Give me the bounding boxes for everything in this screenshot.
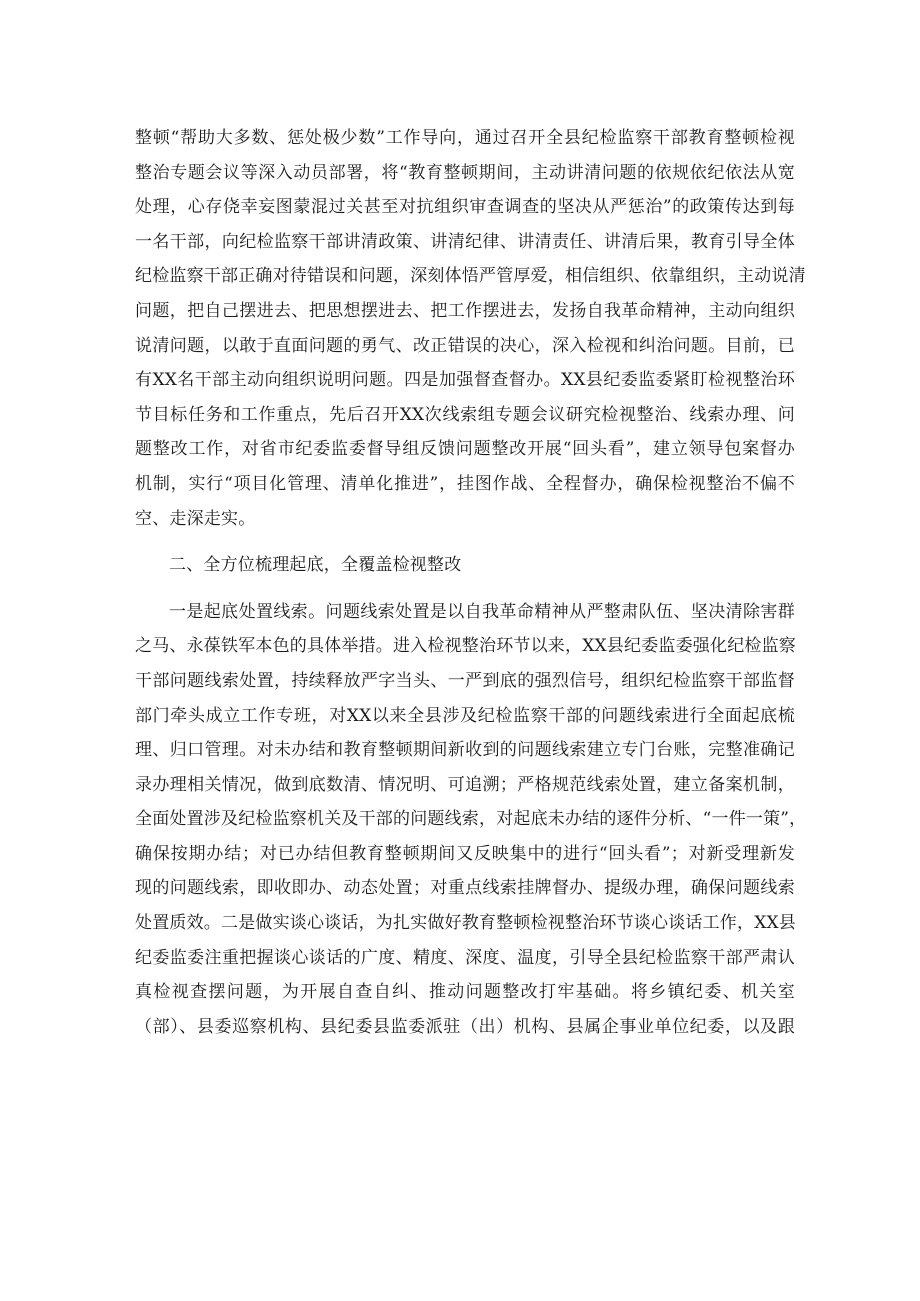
text-line: 一是起底处置线索。问题线索处置是以自我革命精神从严整肃队伍、坚决清除害群 [169,601,795,622]
text-line: 节目标任务和工作重点，先后召开XX次线索组专题会议研究检视整治、线索办理、问 [135,404,795,425]
paragraph-1 [135,121,806,536]
text-line: 有XX名干部主动向组织说明问题。四是加强督查督办。XX县纪委监委紧盯检视整治环 [135,370,795,391]
text-line: 一名干部，向纪检监察干部讲清政策、讲清纪律、讲清责任、讲清后果，教育引导全体 [135,231,795,252]
text-line: 纪检监察干部正确对待错误和问题，深刻体悟严管厚爱，相信组织、依靠组织，主动说清 [135,266,806,287]
text-line: 处置质效。二是做实谈心谈话，为扎实做好教育整顿检视整治环节谈心谈话工作，XX县 [135,913,797,934]
text-line: 说清问题，以敢于直面问题的勇气、改正错误的决心，深入检视和纠治问题。目前，已 [135,335,795,356]
text-line: （部）、县委巡察机构、县纪委县监委派驻（出）机构、县属企事业单位纪委，以及跟 [135,1016,795,1037]
text-line: 确保按期办结；对已办结但教育整顿期间又反映集中的进行“回头看”；对新受理新发 [135,843,795,864]
paragraph-gap [135,583,795,595]
text-line: 干部问题线索处置，持续释放严字当头、一严到底的强烈信号，组织纪检监察干部监督 [135,670,795,691]
document-body [135,121,807,1044]
text-line: 处理，心存侥幸妄图蒙混过关甚至对抗组织审查调查的坚决从严惩治”的政策传达到每 [135,197,795,218]
text-line: 现的问题线索，即收即办、动态处置；对重点线索挂牌督办、提级办理，确保问题线索 [135,878,795,899]
text-line: 整顿“帮助大多数、惩处极少数”工作导向，通过召开全县纪检监察干部教育整顿检视 [135,128,795,148]
text-line: 真检视查摆问题，为开展自查自纠、推动问题整改打牢基础。将乡镇纪委、机关室 [135,982,795,1003]
text-line: 空、走深走实。 [135,508,256,529]
text-line: 问题，把自己摆进去、把思想摆进去、把工作摆进去，发扬自我革命精神，主动向组织 [135,300,795,321]
paragraph-gap [135,536,795,548]
paragraph-2 [135,595,807,1045]
text-line: 题整改工作，对省市纪委监委督导组反馈问题整改开展“回头看”，建立领导包案督办 [135,439,795,460]
text-line: 部门牵头成立工作专班，对XX以来全县涉及纪检监察干部的问题线索进行全面起底梳 [135,705,795,726]
text-line: 机制，实行“项目化管理、清单化推进”，挂图作战、全程督办，确保检视整治不偏不 [135,473,795,494]
section-heading: 二、全方位梳理起底，全覆盖检视整改 [169,555,462,576]
text-line: 全面处置涉及纪检监察机关及干部的问题线索，对起底未办结的逐件分析、“一件一策”， [135,809,807,830]
text-line: 理、归口管理。对未办结和教育整顿期间新收到的问题线索建立专门台账，完整准确记 [135,740,795,761]
text-line: 录办理相关情况，做到底数清、情况明、可追溯；严格规范线索处置，建立备案机制， [135,774,795,795]
text-line: 之马、永葆铁军本色的具体举措。进入检视整治环节以来，XX县纪委监委强化纪检监察 [135,636,797,657]
text-line: 纪委监委注重把握谈心谈话的广度、精度、深度、温度，引导全县纪检监察干部严肃认 [135,947,795,968]
text-line: 整治专题会议等深入动员部署，将“教育整顿期间，主动讲清问题的依规依纪依法从宽 [135,162,795,183]
